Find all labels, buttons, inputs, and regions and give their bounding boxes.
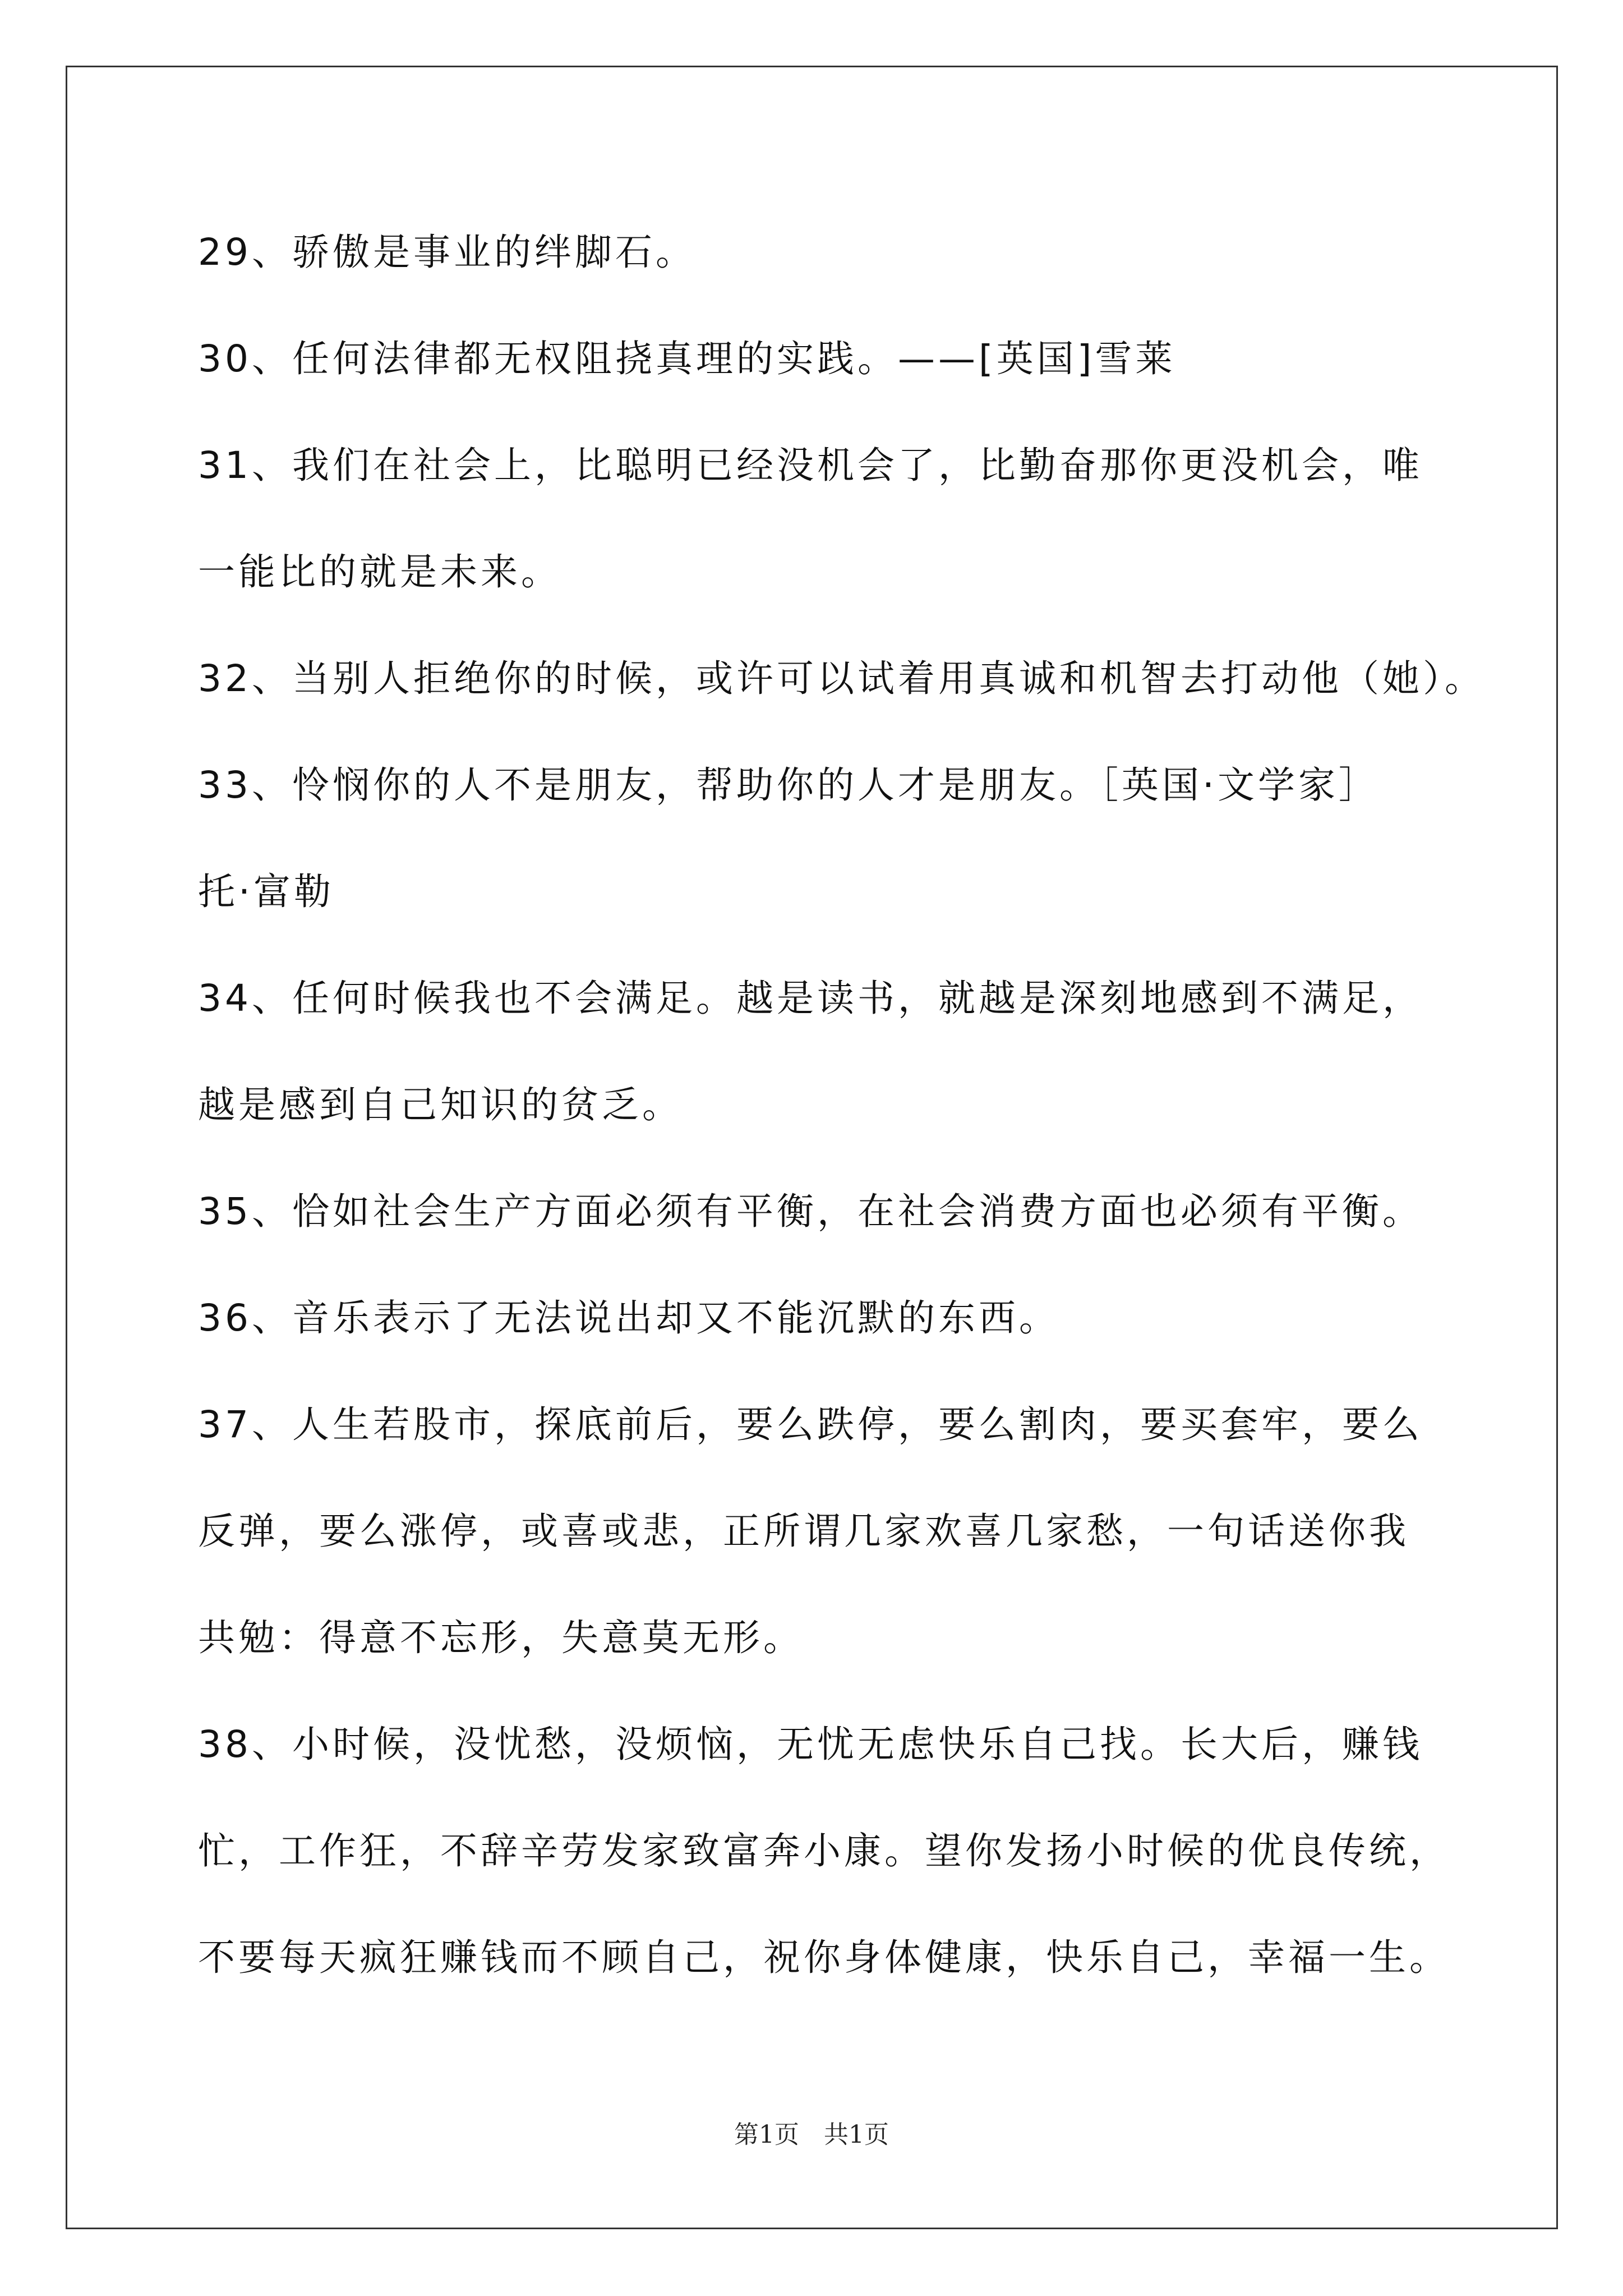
text-line: 33、怜悯你的人不是朋友，帮助你的人才是朋友。［英国·文学家］ — [198, 763, 1379, 807]
text-line: 共勉：得意不忘形，失意莫无形。 — [198, 1616, 804, 1659]
text-line: 29、骄傲是事业的绊脚石。 — [198, 231, 696, 274]
text-line: 忙，工作狂，不辞辛劳发家致富奔小康。望你发扬小时候的优良传统， — [198, 1829, 1450, 1872]
text-line: 反弹，要么涨停，或喜或悲，正所谓几家欢喜几家愁，一句话送你我 — [198, 1510, 1409, 1553]
text-line: 不要每天疯狂赚钱而不顾自己，祝你身体健康，快乐自己，幸福一生。 — [198, 1936, 1450, 1979]
text-line: 一能比的就是未来。 — [198, 550, 561, 593]
text-line: 32、当别人拒绝你的时候，或许可以试着用真诚和机智去打动他（她）。 — [198, 657, 1485, 700]
text-line: 30、任何法律都无权阻挠真理的实践。——[英国]雪莱 — [198, 337, 1176, 380]
text-line: 34、任何时候我也不会满足。越是读书，就越是深刻地感到不满足， — [198, 977, 1423, 1020]
text-line: 36、音乐表示了无法说出却又不能沉默的东西。 — [198, 1296, 1059, 1340]
text-line: 托·富勒 — [198, 870, 334, 913]
page-border — [66, 66, 1558, 2229]
text-line: 31、我们在社会上，比聪明已经没机会了，比勤奋那你更没机会，唯 — [198, 444, 1423, 487]
text-line: 越是感到自己知识的贫乏。 — [198, 1083, 683, 1126]
page-footer: 第1页 共1页 — [734, 2120, 889, 2149]
text-line: 37、人生若股市，探底前后，要么跌停，要么割肉，要买套牢，要么 — [198, 1403, 1423, 1446]
text-line: 38、小时候，没忧愁，没烦恼，无忧无虑快乐自己找。长大后，赚钱 — [198, 1723, 1423, 1766]
text-line: 35、恰如社会生产方面必须有平衡，在社会消费方面也必须有平衡。 — [198, 1190, 1423, 1233]
